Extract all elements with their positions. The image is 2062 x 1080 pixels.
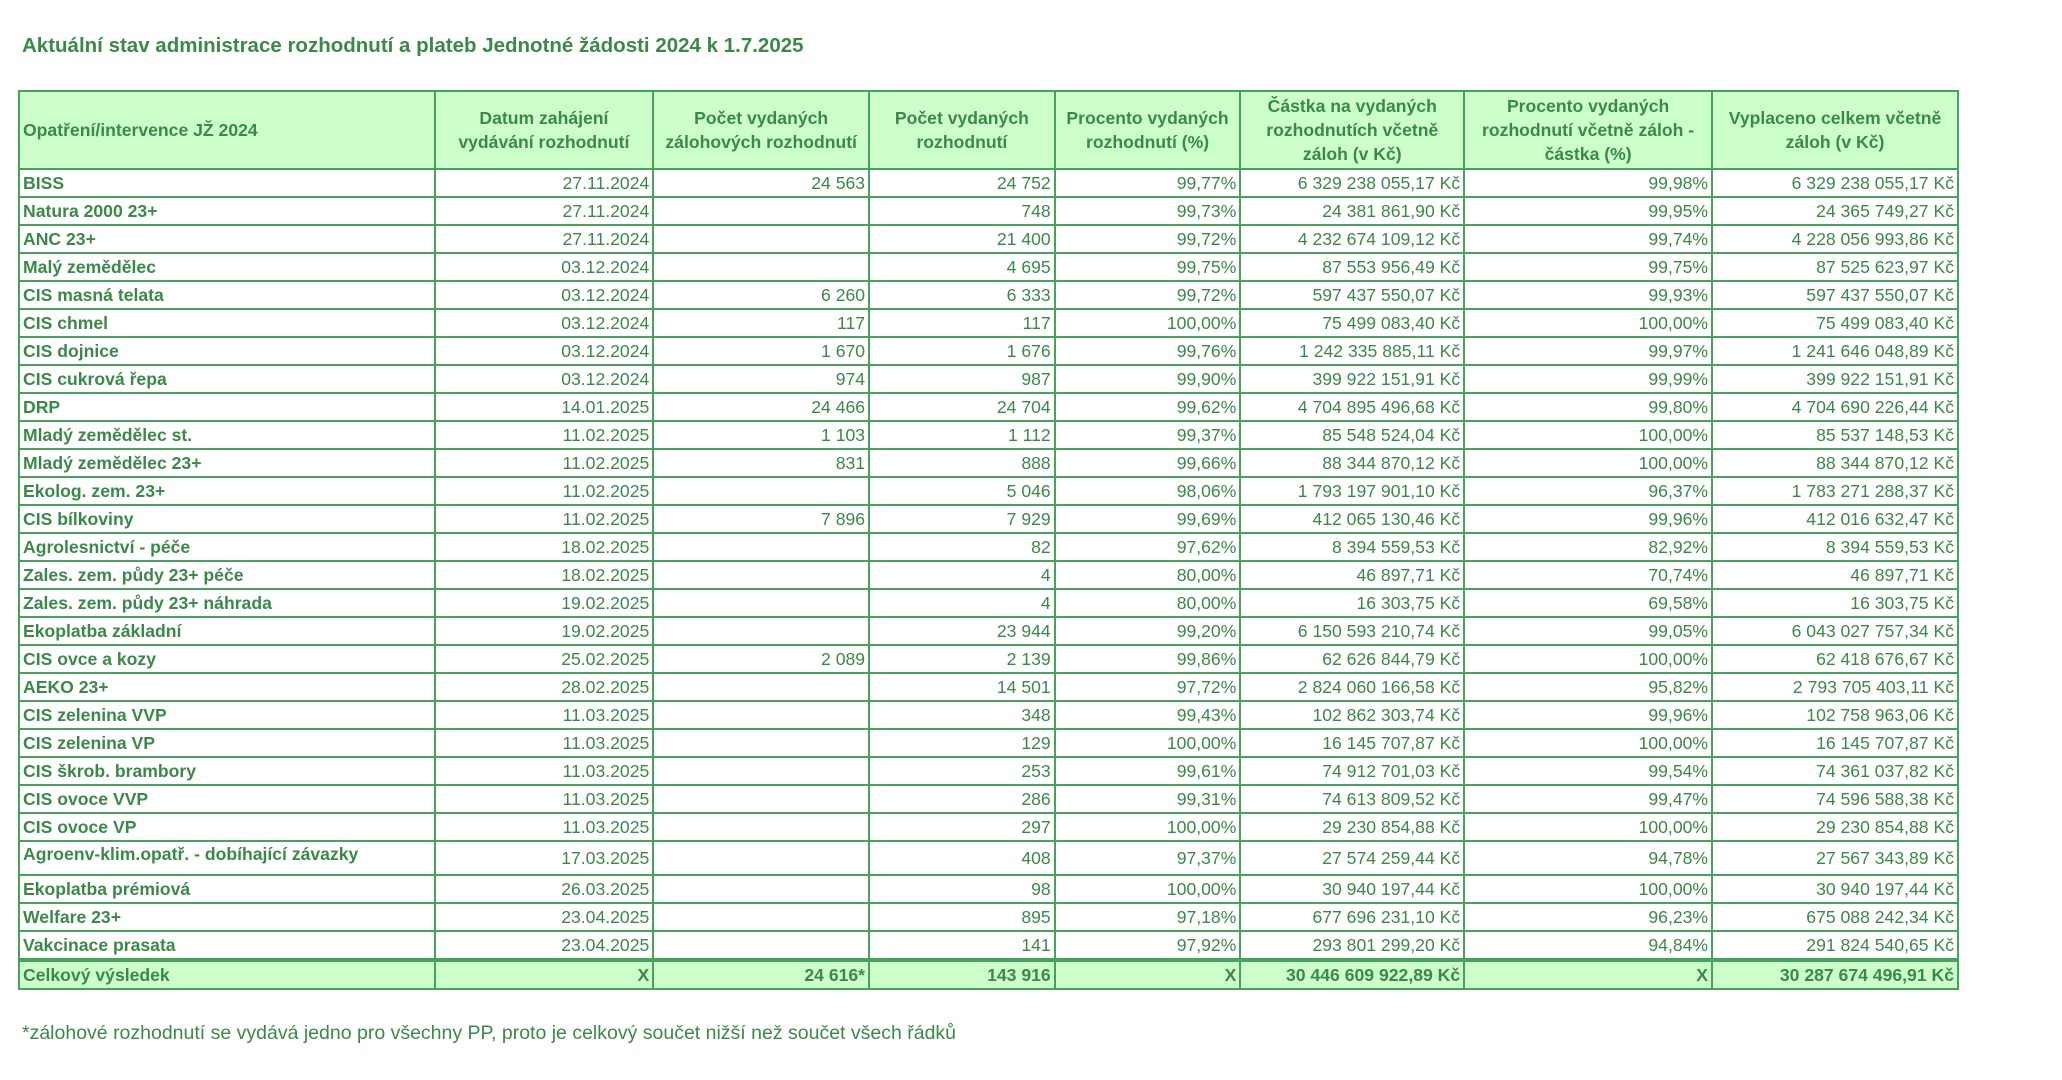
value-cell: 99,75% (1464, 253, 1712, 281)
value-cell (653, 477, 869, 505)
value-cell (653, 701, 869, 729)
value-cell: 97,62% (1055, 533, 1241, 561)
value-cell: 24 752 (869, 169, 1055, 197)
value-cell: 24 381 861,90 Kč (1240, 197, 1464, 225)
header-decisions-amount: Částka na vydaných rozhodnutích včetně záloh (v Kč) (1240, 91, 1464, 169)
table-body (19, 169, 1958, 960)
report-title: Aktuální stav administrace rozhodnutí a plateb Jednotné žádosti 2024 k 1.7.2025 (22, 34, 804, 57)
value-cell: 99,62% (1055, 393, 1241, 421)
measure-name-cell: CIS ovce a kozy (19, 645, 435, 673)
value-cell: 62 418 676,67 Kč (1712, 645, 1958, 673)
measure-name-cell: Agrolesnictví - péče (19, 533, 435, 561)
value-cell: 99,31% (1055, 785, 1241, 813)
measure-name-cell: Malý zemědělec (19, 253, 435, 281)
table-row (19, 477, 1958, 505)
value-cell: 8 394 559,53 Kč (1240, 533, 1464, 561)
value-cell: 7 896 (653, 505, 869, 533)
value-cell: 129 (869, 729, 1055, 757)
value-cell: 100,00% (1464, 729, 1712, 757)
value-cell: 97,18% (1055, 903, 1241, 931)
value-cell: 97,92% (1055, 931, 1241, 960)
measure-name-cell: CIS dojnice (19, 337, 435, 365)
total-cell: 143 916 (869, 960, 1055, 989)
measure-name-cell: Natura 2000 23+ (19, 197, 435, 225)
value-cell: 100,00% (1464, 645, 1712, 673)
value-cell: 99,05% (1464, 617, 1712, 645)
value-cell: 74 596 588,38 Kč (1712, 785, 1958, 813)
value-cell: 99,47% (1464, 785, 1712, 813)
table-row (19, 617, 1958, 645)
measure-name-cell: Mladý zemědělec 23+ (19, 449, 435, 477)
value-cell: 408 (869, 841, 1055, 875)
table-row (19, 225, 1958, 253)
value-cell: 18.02.2025 (435, 533, 654, 561)
value-cell: 03.12.2024 (435, 281, 654, 309)
value-cell: 6 329 238 055,17 Kč (1712, 169, 1958, 197)
measure-name-cell: AEKO 23+ (19, 673, 435, 701)
value-cell: 30 940 197,44 Kč (1712, 875, 1958, 903)
table-row (19, 533, 1958, 561)
value-cell (653, 533, 869, 561)
value-cell: 8 394 559,53 Kč (1712, 533, 1958, 561)
value-cell (653, 197, 869, 225)
value-cell: 2 089 (653, 645, 869, 673)
value-cell: 293 801 299,20 Kč (1240, 931, 1464, 960)
value-cell: 4 (869, 561, 1055, 589)
value-cell: 100,00% (1464, 813, 1712, 841)
value-cell: 88 344 870,12 Kč (1712, 449, 1958, 477)
value-cell (653, 617, 869, 645)
measure-name-cell: CIS ovoce VVP (19, 785, 435, 813)
table-row (19, 393, 1958, 421)
value-cell: 1 676 (869, 337, 1055, 365)
value-cell: 03.12.2024 (435, 365, 654, 393)
measure-name-cell: Vakcinace prasata (19, 931, 435, 960)
header-decisions-count: Počet vydaných rozhodnutí (869, 91, 1055, 169)
value-cell: 99,99% (1464, 365, 1712, 393)
value-cell: 831 (653, 449, 869, 477)
value-cell: 19.02.2025 (435, 617, 654, 645)
total-cell: X (1464, 960, 1712, 989)
value-cell: 28.02.2025 (435, 673, 654, 701)
value-cell: 100,00% (1464, 309, 1712, 337)
value-cell: 100,00% (1464, 421, 1712, 449)
measure-name-cell: Ekolog. zem. 23+ (19, 477, 435, 505)
table-row (19, 561, 1958, 589)
value-cell: 03.12.2024 (435, 253, 654, 281)
value-cell (653, 225, 869, 253)
value-cell (653, 813, 869, 841)
table-row (19, 903, 1958, 931)
value-cell: 75 499 083,40 Kč (1712, 309, 1958, 337)
value-cell: 99,75% (1055, 253, 1241, 281)
table-row (19, 365, 1958, 393)
value-cell: 29 230 854,88 Kč (1240, 813, 1464, 841)
value-cell: 4 704 690 226,44 Kč (1712, 393, 1958, 421)
value-cell: 99,43% (1055, 701, 1241, 729)
value-cell (653, 729, 869, 757)
table-row (19, 505, 1958, 533)
value-cell: 2 793 705 403,11 Kč (1712, 673, 1958, 701)
value-cell: 4 228 056 993,86 Kč (1712, 225, 1958, 253)
measure-name-cell: CIS zelenina VP (19, 729, 435, 757)
table-row (19, 281, 1958, 309)
header-start-date: Datum zahájení vydávání rozhodnutí (435, 91, 654, 169)
table-row (19, 701, 1958, 729)
table-row (19, 589, 1958, 617)
value-cell: 11.03.2025 (435, 785, 654, 813)
value-cell: 100,00% (1055, 729, 1241, 757)
value-cell: 286 (869, 785, 1055, 813)
value-cell: 23.04.2025 (435, 903, 654, 931)
value-cell: 27.11.2024 (435, 225, 654, 253)
value-cell: 98,06% (1055, 477, 1241, 505)
header-decisions-percent: Procento vydaných rozhodnutí (%) (1055, 91, 1241, 169)
value-cell: 46 897,71 Kč (1712, 561, 1958, 589)
value-cell: 6 329 238 055,17 Kč (1240, 169, 1464, 197)
value-cell: 6 333 (869, 281, 1055, 309)
value-cell: 99,72% (1055, 225, 1241, 253)
measure-name-cell: CIS škrob. brambory (19, 757, 435, 785)
value-cell: 253 (869, 757, 1055, 785)
table-row (19, 645, 1958, 673)
value-cell: 88 344 870,12 Kč (1240, 449, 1464, 477)
value-cell: 14 501 (869, 673, 1055, 701)
value-cell: 4 704 895 496,68 Kč (1240, 393, 1464, 421)
value-cell: 16 303,75 Kč (1240, 589, 1464, 617)
value-cell: 82 (869, 533, 1055, 561)
value-cell: 412 065 130,46 Kč (1240, 505, 1464, 533)
header-paid-total: Vyplaceno celkem včetně záloh (v Kč) (1712, 91, 1958, 169)
table-row (19, 197, 1958, 225)
value-cell: 80,00% (1055, 589, 1241, 617)
table-row (19, 841, 1958, 875)
value-cell: 99,96% (1464, 701, 1712, 729)
value-cell: 16 145 707,87 Kč (1712, 729, 1958, 757)
value-cell: 2 139 (869, 645, 1055, 673)
value-cell (653, 875, 869, 903)
value-cell: 974 (653, 365, 869, 393)
value-cell (653, 561, 869, 589)
table-row (19, 337, 1958, 365)
table-row (19, 449, 1958, 477)
measure-name-cell: Ekoplatba prémiová (19, 875, 435, 903)
value-cell: 99,76% (1055, 337, 1241, 365)
value-cell: 97,37% (1055, 841, 1241, 875)
value-cell: 11.03.2025 (435, 757, 654, 785)
measure-name-cell: CIS zelenina VVP (19, 701, 435, 729)
value-cell: 19.02.2025 (435, 589, 654, 617)
value-cell: 291 824 540,65 Kč (1712, 931, 1958, 960)
value-cell: 987 (869, 365, 1055, 393)
table-row (19, 729, 1958, 757)
value-cell: 1 793 197 901,10 Kč (1240, 477, 1464, 505)
value-cell: 7 929 (869, 505, 1055, 533)
value-cell: 27.11.2024 (435, 169, 654, 197)
value-cell: 99,37% (1055, 421, 1241, 449)
value-cell: 11.03.2025 (435, 729, 654, 757)
value-cell: 2 824 060 166,58 Kč (1240, 673, 1464, 701)
value-cell: 21 400 (869, 225, 1055, 253)
value-cell: 85 548 524,04 Kč (1240, 421, 1464, 449)
value-cell (653, 903, 869, 931)
value-cell: 888 (869, 449, 1055, 477)
table-row (19, 421, 1958, 449)
total-cell: 30 446 609 922,89 Kč (1240, 960, 1464, 989)
value-cell: 677 696 231,10 Kč (1240, 903, 1464, 931)
value-cell: 94,78% (1464, 841, 1712, 875)
value-cell: 03.12.2024 (435, 309, 654, 337)
value-cell: 24 704 (869, 393, 1055, 421)
value-cell: 99,69% (1055, 505, 1241, 533)
measure-name-cell: Zales. zem. půdy 23+ péče (19, 561, 435, 589)
value-cell: 27 567 343,89 Kč (1712, 841, 1958, 875)
value-cell: 99,77% (1055, 169, 1241, 197)
table-header-row (19, 91, 1958, 169)
value-cell: 297 (869, 813, 1055, 841)
measure-name-cell: Zales. zem. půdy 23+ náhrada (19, 589, 435, 617)
value-cell: 74 361 037,82 Kč (1712, 757, 1958, 785)
value-cell: 99,74% (1464, 225, 1712, 253)
value-cell: 82,92% (1464, 533, 1712, 561)
value-cell: 74 613 809,52 Kč (1240, 785, 1464, 813)
table-row (19, 757, 1958, 785)
value-cell: 11.02.2025 (435, 477, 654, 505)
total-cell: 30 287 674 496,91 Kč (1712, 960, 1958, 989)
value-cell: 1 112 (869, 421, 1055, 449)
value-cell: 5 046 (869, 477, 1055, 505)
table-row (19, 253, 1958, 281)
value-cell: 25.02.2025 (435, 645, 654, 673)
value-cell: 141 (869, 931, 1055, 960)
value-cell (653, 673, 869, 701)
value-cell: 99,93% (1464, 281, 1712, 309)
value-cell: 27 574 259,44 Kč (1240, 841, 1464, 875)
table-row (19, 673, 1958, 701)
value-cell: 1 783 271 288,37 Kč (1712, 477, 1958, 505)
total-label: Celkový výsledek (19, 960, 435, 989)
value-cell: 1 241 646 048,89 Kč (1712, 337, 1958, 365)
measure-name-cell: CIS chmel (19, 309, 435, 337)
value-cell: 85 537 148,53 Kč (1712, 421, 1958, 449)
value-cell: 99,96% (1464, 505, 1712, 533)
value-cell: 11.02.2025 (435, 421, 654, 449)
value-cell: 99,61% (1055, 757, 1241, 785)
value-cell: 29 230 854,88 Kč (1712, 813, 1958, 841)
measure-name-cell: ANC 23+ (19, 225, 435, 253)
value-cell: 6 043 027 757,34 Kč (1712, 617, 1958, 645)
value-cell: 895 (869, 903, 1055, 931)
header-measure: Opatření/intervence JŽ 2024 (19, 91, 435, 169)
value-cell: 675 088 242,34 Kč (1712, 903, 1958, 931)
measure-name-cell: Mladý zemědělec st. (19, 421, 435, 449)
table-row (19, 931, 1958, 960)
value-cell: 399 922 151,91 Kč (1240, 365, 1464, 393)
measure-name-cell: Ekoplatba základní (19, 617, 435, 645)
value-cell: 11.03.2025 (435, 701, 654, 729)
value-cell: 99,97% (1464, 337, 1712, 365)
value-cell: 96,23% (1464, 903, 1712, 931)
table-row (19, 309, 1958, 337)
value-cell: 100,00% (1464, 449, 1712, 477)
measure-name-cell: Welfare 23+ (19, 903, 435, 931)
value-cell (653, 253, 869, 281)
value-cell: 1 103 (653, 421, 869, 449)
value-cell: 348 (869, 701, 1055, 729)
value-cell: 80,00% (1055, 561, 1241, 589)
value-cell: 597 437 550,07 Kč (1712, 281, 1958, 309)
value-cell: 95,82% (1464, 673, 1712, 701)
value-cell: 4 695 (869, 253, 1055, 281)
value-cell: 11.02.2025 (435, 505, 654, 533)
total-cell: X (1055, 960, 1241, 989)
value-cell: 597 437 550,07 Kč (1240, 281, 1464, 309)
value-cell: 99,20% (1055, 617, 1241, 645)
value-cell: 14.01.2025 (435, 393, 654, 421)
value-cell: 100,00% (1464, 875, 1712, 903)
value-cell (653, 785, 869, 813)
value-cell: 18.02.2025 (435, 561, 654, 589)
value-cell: 99,98% (1464, 169, 1712, 197)
value-cell: 99,95% (1464, 197, 1712, 225)
value-cell: 74 912 701,03 Kč (1240, 757, 1464, 785)
value-cell: 99,86% (1055, 645, 1241, 673)
administration-table (18, 90, 1959, 990)
value-cell: 24 365 749,27 Kč (1712, 197, 1958, 225)
measure-name-cell: CIS bílkoviny (19, 505, 435, 533)
value-cell: 1 670 (653, 337, 869, 365)
value-cell: 117 (653, 309, 869, 337)
table-row (19, 875, 1958, 903)
value-cell: 99,90% (1055, 365, 1241, 393)
value-cell: 102 758 963,06 Kč (1712, 701, 1958, 729)
value-cell: 100,00% (1055, 875, 1241, 903)
value-cell: 11.02.2025 (435, 449, 654, 477)
value-cell: 27.11.2024 (435, 197, 654, 225)
value-cell: 87 525 623,97 Kč (1712, 253, 1958, 281)
total-row (19, 960, 1958, 989)
value-cell: 4 232 674 109,12 Kč (1240, 225, 1464, 253)
value-cell: 75 499 083,40 Kč (1240, 309, 1464, 337)
value-cell: 99,72% (1055, 281, 1241, 309)
value-cell: 4 (869, 589, 1055, 617)
value-cell: 23 944 (869, 617, 1055, 645)
value-cell: 99,66% (1055, 449, 1241, 477)
value-cell: 102 862 303,74 Kč (1240, 701, 1464, 729)
footnote: *zálohové rozhodnutí se vydává jedno pro všechny PP, proto je celkový součet nižší než součet všech řádků (22, 1022, 957, 1044)
value-cell: 24 563 (653, 169, 869, 197)
measure-name-cell: CIS masná telata (19, 281, 435, 309)
value-cell: 17.03.2025 (435, 841, 654, 875)
value-cell: 30 940 197,44 Kč (1240, 875, 1464, 903)
value-cell: 03.12.2024 (435, 337, 654, 365)
value-cell (653, 841, 869, 875)
table-row (19, 785, 1958, 813)
value-cell: 97,72% (1055, 673, 1241, 701)
value-cell: 62 626 844,79 Kč (1240, 645, 1464, 673)
value-cell (653, 757, 869, 785)
value-cell: 117 (869, 309, 1055, 337)
total-cell: X (435, 960, 654, 989)
value-cell: 96,37% (1464, 477, 1712, 505)
value-cell: 94,84% (1464, 931, 1712, 960)
total-cell: 24 616* (653, 960, 869, 989)
header-advance-decisions: Počet vydaných zálohových rozhodnutí (653, 91, 869, 169)
table-row (19, 169, 1958, 197)
value-cell: 16 303,75 Kč (1712, 589, 1958, 617)
value-cell: 11.03.2025 (435, 813, 654, 841)
value-cell: 70,74% (1464, 561, 1712, 589)
measure-name-cell: Agroenv-klim.opatř. - dobíhající závazky (19, 841, 435, 875)
value-cell: 26.03.2025 (435, 875, 654, 903)
value-cell: 399 922 151,91 Kč (1712, 365, 1958, 393)
value-cell: 100,00% (1055, 813, 1241, 841)
value-cell: 69,58% (1464, 589, 1712, 617)
measure-name-cell: DRP (19, 393, 435, 421)
value-cell (653, 589, 869, 617)
value-cell: 98 (869, 875, 1055, 903)
measure-name-cell: BISS (19, 169, 435, 197)
value-cell: 99,80% (1464, 393, 1712, 421)
measure-name-cell: CIS cukrová řepa (19, 365, 435, 393)
header-amount-percent: Procento vydaných rozhodnutí včetně záloh - částka (%) (1464, 91, 1712, 169)
value-cell: 6 150 593 210,74 Kč (1240, 617, 1464, 645)
value-cell: 100,00% (1055, 309, 1241, 337)
value-cell: 23.04.2025 (435, 931, 654, 960)
value-cell: 16 145 707,87 Kč (1240, 729, 1464, 757)
value-cell (653, 931, 869, 960)
value-cell: 1 242 335 885,11 Kč (1240, 337, 1464, 365)
value-cell: 99,54% (1464, 757, 1712, 785)
value-cell: 87 553 956,49 Kč (1240, 253, 1464, 281)
value-cell: 46 897,71 Kč (1240, 561, 1464, 589)
table-row (19, 813, 1958, 841)
value-cell: 412 016 632,47 Kč (1712, 505, 1958, 533)
value-cell: 24 466 (653, 393, 869, 421)
value-cell: 6 260 (653, 281, 869, 309)
measure-name-cell: CIS ovoce VP (19, 813, 435, 841)
value-cell: 99,73% (1055, 197, 1241, 225)
value-cell: 748 (869, 197, 1055, 225)
